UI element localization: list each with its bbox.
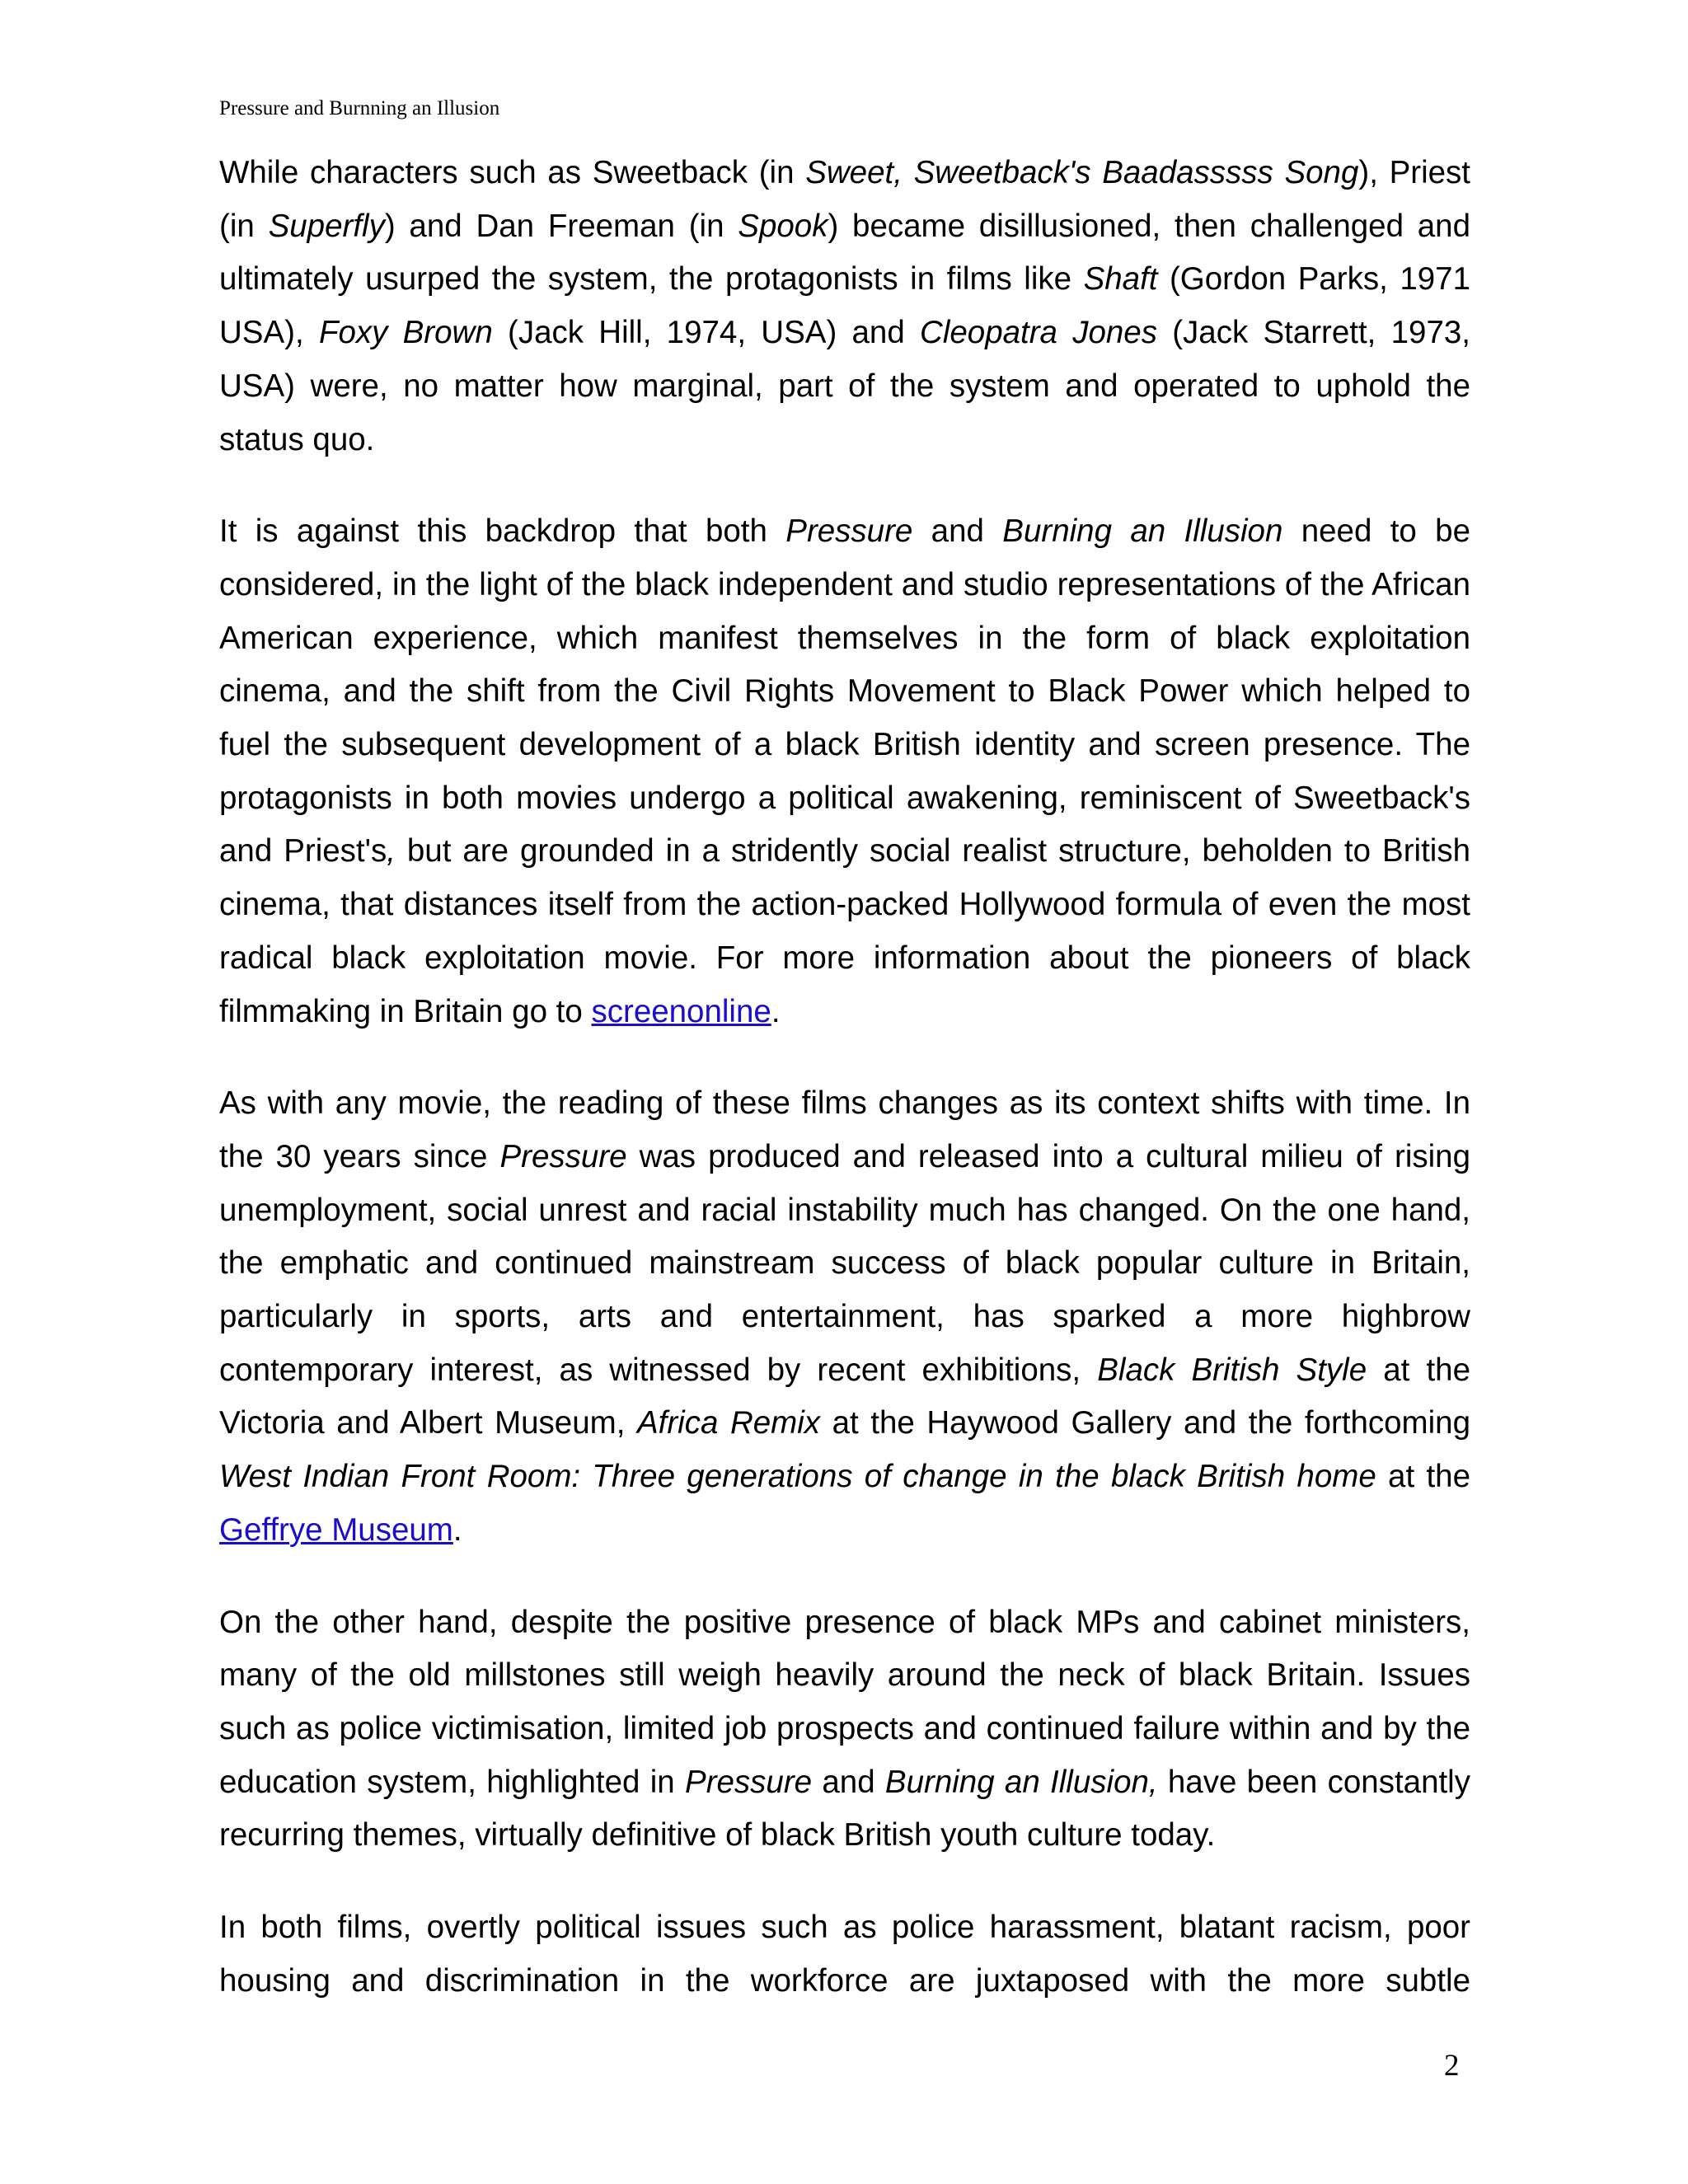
text-run: but are grounded in a stridently social realist structure, beholden to British cinema, that distances itself from the action-packed Hollywood formula of even the most radical black exploitation movie. For more information about the pioneers of black filmmaking in Britain go to: [219, 833, 1470, 1029]
text-run: ) and Dan Freeman (in: [384, 208, 738, 244]
text-run: (Jack Hill, 1974, USA) and: [492, 315, 921, 351]
text-run: In both films, overtly political issues such as police harassment, blatant racism, poor housing and discrimination in the workforce are juxtaposed with the more subtle: [219, 1910, 1470, 1999]
text-run: (Gordon Parks, 1971 USA),: [219, 261, 1470, 351]
film-title: Pressure: [685, 1764, 813, 1800]
text-run: As with any movie, the reading of these films changes as its context shifts with time. In the 30 years since: [219, 1085, 1470, 1174]
film-title: Burning an Illusion,: [884, 1764, 1158, 1800]
film-title: Foxy Brown: [318, 315, 493, 351]
body-text: [219, 147, 1470, 2008]
text-run: was produced and released into a cultural milieu of rising unemployment, social unrest and racial instability much has changed. On the one hand, the emphatic and continued mainstream success of black popular culture in Britain, particularly in sports, arts and entertainment, has sparked a more highbrow contemporary interest, as witnessed by recent exhibitions,: [219, 1138, 1471, 1388]
exhibition-title: West Indian Front Room: Three generations of change in the black British home: [219, 1459, 1376, 1495]
film-title: Shaft: [1083, 261, 1158, 298]
exhibition-title: Black British Style: [1097, 1352, 1367, 1388]
text-run: .: [771, 993, 781, 1029]
text-run: and: [812, 1764, 885, 1800]
paragraph-4: [219, 1596, 1470, 1863]
film-title: Sweet, Sweetback's Baadasssss Song: [805, 155, 1359, 190]
film-title: Superfly: [268, 208, 385, 244]
text-run: at the Haywood Gallery and the forthcoming: [820, 1405, 1470, 1441]
text-run: at the: [1376, 1459, 1470, 1495]
text-run: It is against this backdrop that both: [219, 513, 786, 550]
text-run: and: [912, 513, 1003, 550]
text-run: need to be considered, in the light of the black independent and studio representations of the African American experience, which manifest themselves in the form of black exploitation cinema, and the shift from the Civil Rights Movement to Black Power which helped to fuel the subsequent development of a black British identity and screen presence. The protagonists in both movies undergo a political awakening, reminiscent of Sweetback's and Priest's: [219, 513, 1470, 869]
text-run: at the Victoria and Albert Museum,: [219, 1352, 1470, 1441]
film-title: Cleopatra Jones: [920, 315, 1157, 351]
geffrye-museum-link[interactable]: Geffrye Museum: [219, 1511, 453, 1548]
text-run: (Jack Starrett, 1973, USA) were, no matter how marginal, part of the system and operated to uphold the status quo.: [219, 315, 1470, 457]
screenonline-link[interactable]: screenonline: [591, 993, 771, 1029]
text-run: ), Priest (in: [219, 155, 1470, 244]
paragraph-3: [219, 1077, 1470, 1557]
paragraph-1: [219, 147, 1470, 466]
text-run: ) became disillusioned, then challenged and ultimately usurped the system, the protagonists in films like: [219, 208, 1471, 298]
paragraph-5: [219, 1901, 1470, 2008]
page-number: 2: [1444, 2049, 1460, 2083]
text-run-italic: ,: [387, 833, 396, 869]
exhibition-title: Africa Remix: [636, 1405, 821, 1441]
film-title: Spook: [738, 208, 828, 244]
film-title: Pressure: [499, 1138, 627, 1174]
text-run: have been constantly recurring themes, virtually definitive of black British youth culture today.: [219, 1764, 1470, 1854]
text-run: On the other hand, despite the positive presence of black MPs and cabinet ministers, many of the old millstones still weigh heavily around the neck of black Britain. Issues such as police victimisation, limited job prospects and continued failure within and by the education system, highlighted in: [219, 1604, 1470, 1800]
film-title: Burning an Illusion: [1002, 513, 1283, 550]
film-title: Pressure: [785, 513, 913, 550]
running-header: Pressure and Burnning an Illusion: [219, 97, 500, 120]
paragraph-2: [219, 505, 1470, 1038]
text-run: While characters such as Sweetback (in: [219, 155, 806, 190]
text-run: .: [452, 1511, 462, 1548]
